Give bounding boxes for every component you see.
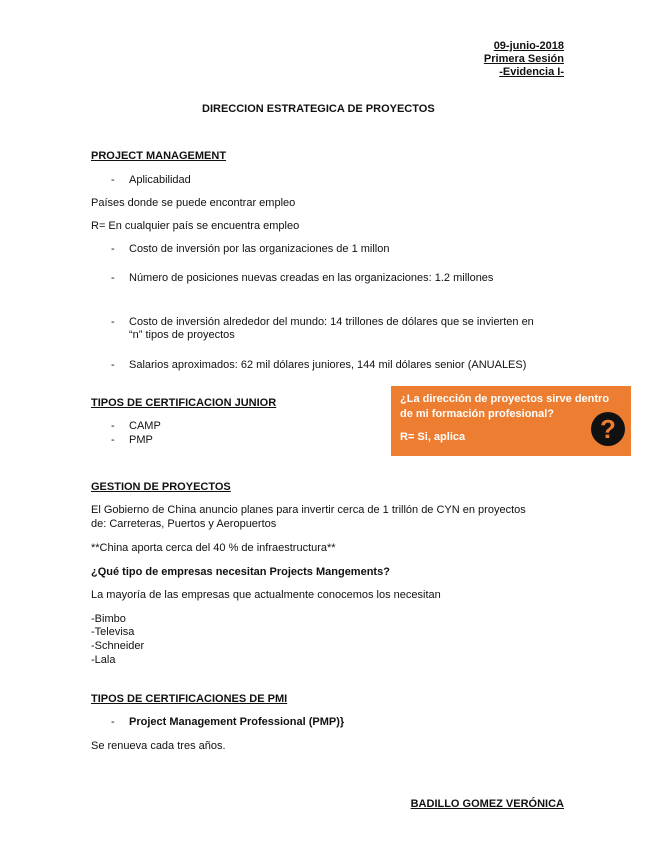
- bullet-dash: -: [111, 716, 115, 728]
- china-paragraph-line2: de: Carreteras, Puertos y Aeropuertos: [91, 518, 277, 530]
- bullet-new-positions: Número de posiciones nuevas creadas en las organizaciones: 1.2 millones: [129, 272, 494, 284]
- callout-question-line1: ¿La dirección de proyectos sirve dentro: [400, 393, 610, 405]
- company-item: -Schneider: [91, 640, 145, 652]
- callout-question-line2: de mi formación profesional?: [400, 408, 555, 420]
- pmp-item: Project Management Professional (PMP)}: [129, 716, 345, 728]
- companies-question: ¿Qué tipo de empresas necesitan Projects Mangements?: [91, 566, 390, 578]
- question-callout: [391, 386, 631, 456]
- renewal-text: Se renueva cada tres años.: [91, 740, 226, 752]
- author-name: BADILLO GOMEZ VERÓNICA: [410, 798, 564, 810]
- section-heading-project-management-gov: GESTION DE PROYECTOS: [91, 481, 231, 493]
- bullet-dash: -: [111, 420, 115, 432]
- china-note: **China aporta cerca del 40 % de infraestructura**: [91, 542, 336, 554]
- bullet-salaries: Salarios aproximados: 62 mil dólares juniores, 144 mil dólares senior (ANUALES): [129, 359, 527, 371]
- bullet-dash: -: [111, 272, 115, 284]
- company-item: -Lala: [91, 654, 116, 666]
- companies-answer: La mayoría de las empresas que actualmente conocemos los necesitan: [91, 589, 441, 601]
- bullet-dash: -: [111, 174, 115, 186]
- answer-line: R= En cualquier país se encuentra empleo: [91, 220, 300, 232]
- bullet-investment-cost: Costo de inversión por las organizaciones de 1 millon: [129, 243, 390, 255]
- bullet-applicability: Aplicabilidad: [129, 174, 191, 186]
- company-item: -Bimbo: [91, 613, 126, 625]
- bullet-world-investment-cont: “n” tipos de proyectos: [129, 329, 235, 341]
- section-heading-junior-certification: TIPOS DE CERTIFICACION JUNIOR: [91, 397, 277, 409]
- company-item: -Televisa: [91, 626, 135, 638]
- bullet-dash: -: [111, 434, 115, 446]
- evidence-label: -Evidencia I-: [499, 66, 564, 78]
- session-label: Primera Sesión: [483, 53, 564, 65]
- bullet-dash: -: [111, 243, 115, 255]
- question-mark-icon: ?: [591, 412, 625, 446]
- callout-answer: R= Si, aplica: [400, 431, 466, 443]
- section-heading-pmi-certifications: TIPOS DE CERTIFICACIONES DE PMI: [91, 693, 288, 705]
- bullet-dash: -: [111, 316, 115, 328]
- bullet-dash: -: [111, 359, 115, 371]
- date-label: 09-junio-2018: [493, 40, 564, 52]
- section-heading-project-management: PROJECT MANAGEMENT: [91, 150, 227, 162]
- bullet-world-investment: Costo de inversión alrededor del mundo: 14 trillones de dólares que se invierten en: [129, 316, 534, 328]
- cert-pmp: PMP: [129, 434, 153, 446]
- countries-line: Países donde se puede encontrar empleo: [91, 197, 296, 209]
- china-paragraph-line1: El Gobierno de China anuncio planes para invertir cerca de 1 trillón de CYN en proyectos: [91, 504, 526, 516]
- document-title: DIRECCION ESTRATEGICA DE PROYECTOS: [202, 103, 435, 115]
- cert-camp: CAMP: [129, 420, 161, 432]
